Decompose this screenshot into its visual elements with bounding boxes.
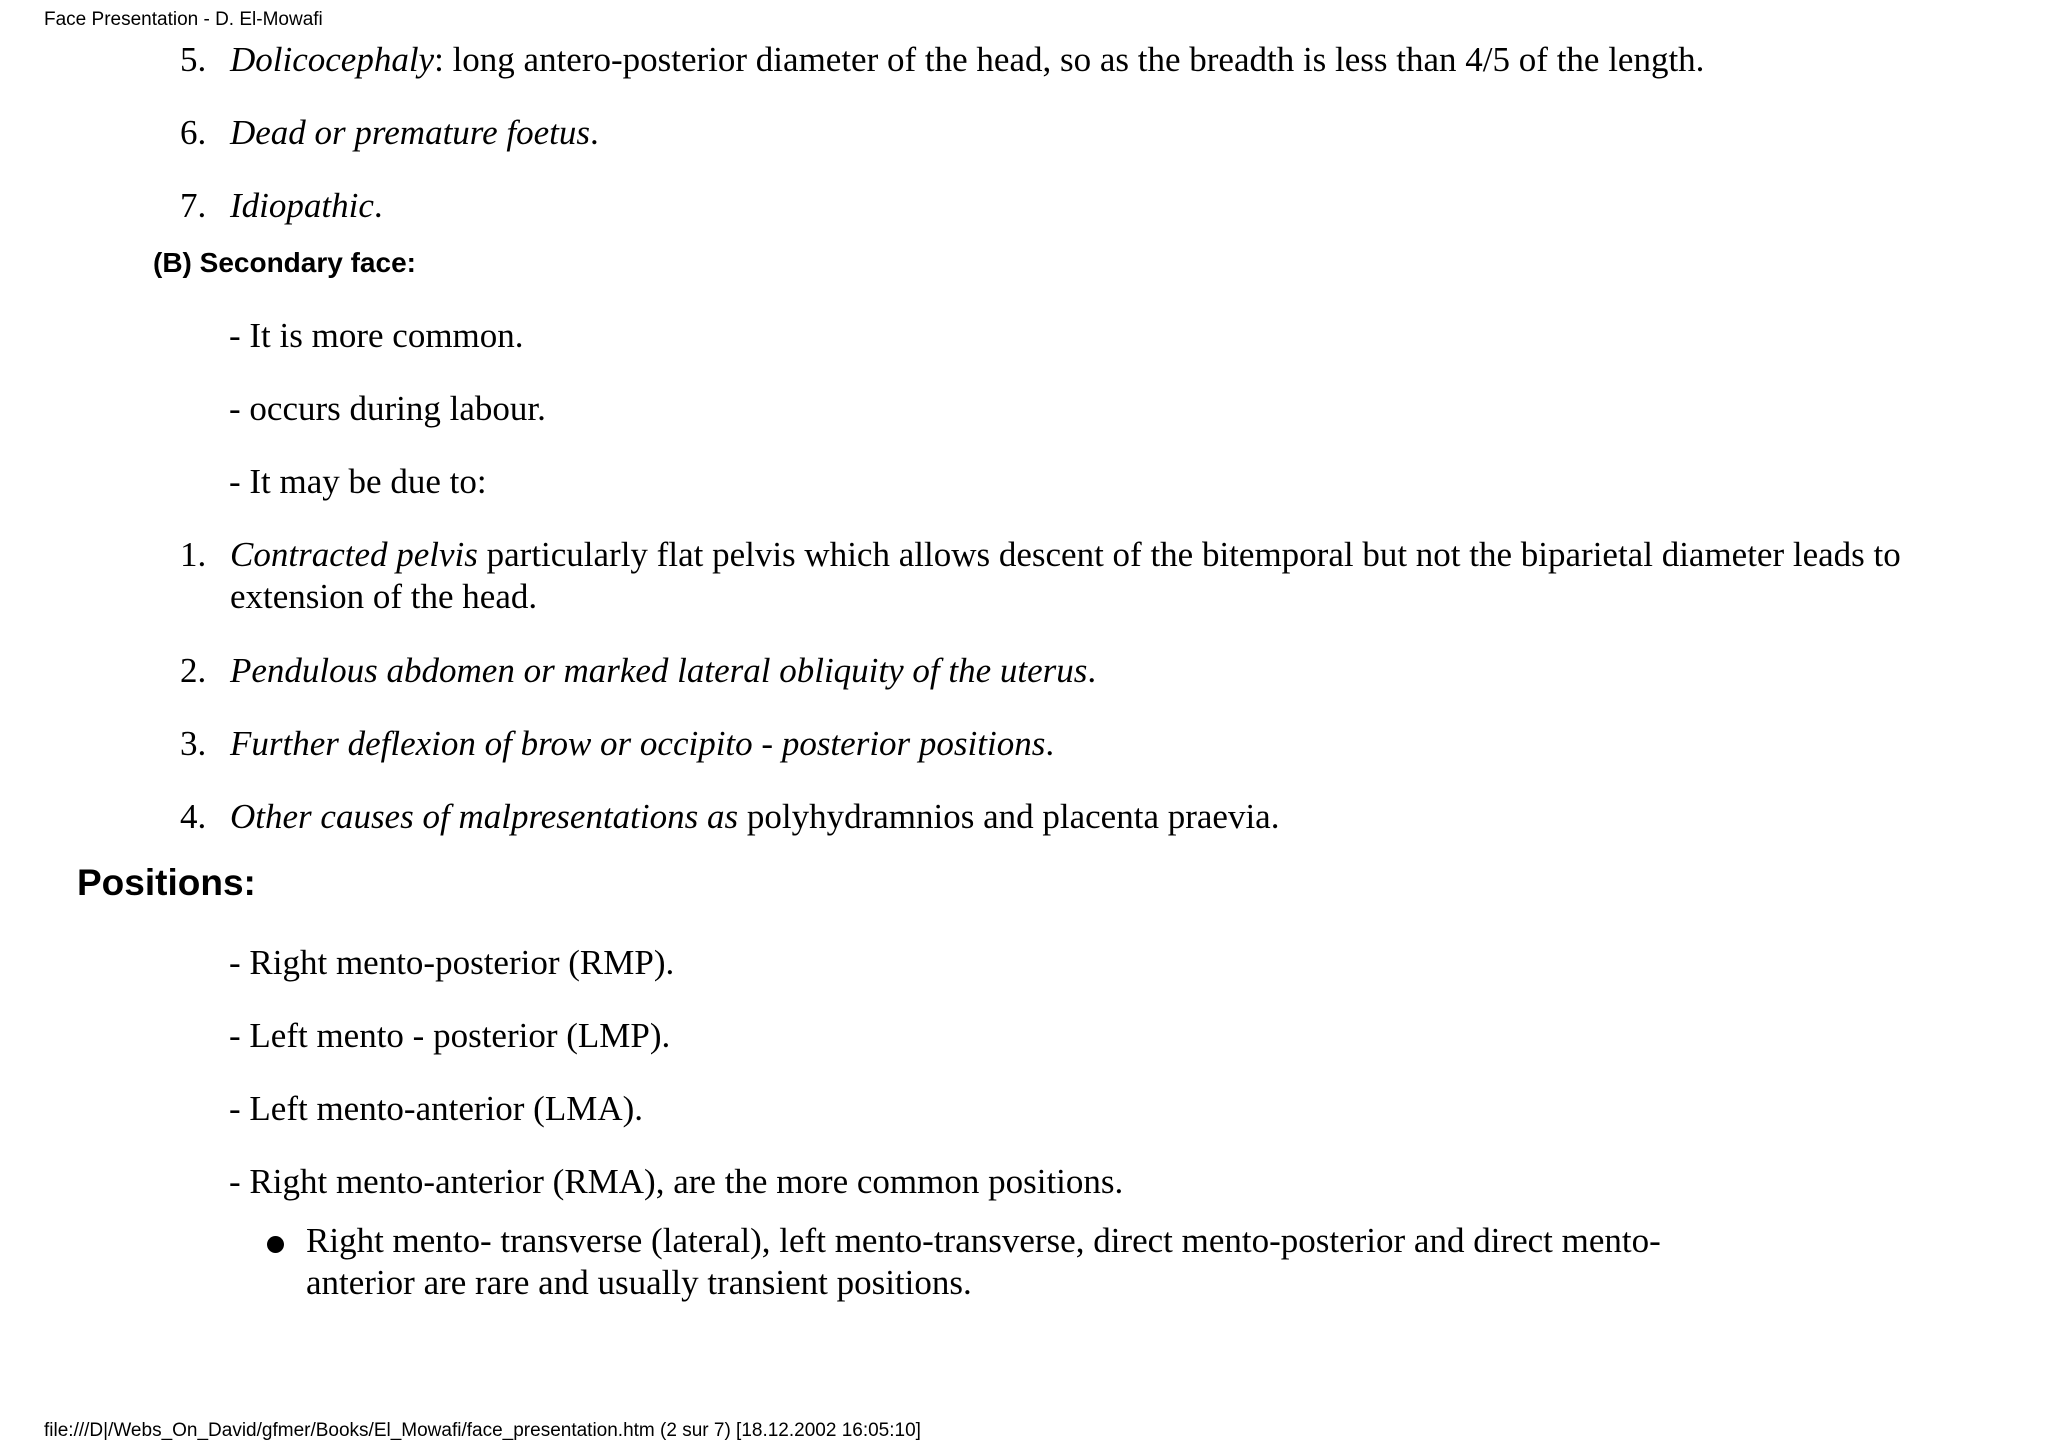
position-line: - Left mento - posterior (LMP). bbox=[229, 1016, 671, 1055]
note-line: - It may be due to: bbox=[229, 462, 487, 501]
list-item-desc: . bbox=[1045, 724, 1055, 763]
positions-heading: Positions: bbox=[77, 862, 256, 903]
position-line: - Right mento-anterior (RMA), are the more common positions. bbox=[229, 1162, 1124, 1201]
list-item bbox=[230, 112, 599, 154]
list-item-desc: : long antero-posterior diameter of the head, so as the breadth is less than 4/5 of the length. bbox=[434, 40, 1705, 79]
list-item bbox=[230, 534, 1950, 618]
list-number: 2. bbox=[180, 651, 207, 690]
list-item-term: Dolicocephaly bbox=[230, 40, 435, 79]
list-item bbox=[230, 185, 383, 227]
list-item-term: Contracted pelvis bbox=[230, 535, 478, 574]
list-item bbox=[230, 723, 1054, 765]
list-item-term: Further deflexion of brow or occipito - posterior positions bbox=[230, 724, 1046, 763]
position-line: - Left mento-anterior (LMA). bbox=[229, 1089, 644, 1128]
list-item bbox=[230, 650, 1096, 692]
list-number: 4. bbox=[180, 797, 207, 836]
list-item-desc: . bbox=[373, 186, 383, 225]
list-item bbox=[230, 39, 1704, 81]
bullet-item: Right mento- transverse (lateral), left mento-transverse, direct mento-posterior and direct mento-anterior are rare and usually transient positions. bbox=[306, 1221, 1661, 1302]
position-line: - Right mento-posterior (RMP). bbox=[229, 943, 675, 982]
list-number: 6. bbox=[180, 113, 207, 152]
list-item-term: Idiopathic bbox=[230, 186, 374, 225]
list-number: 5. bbox=[180, 40, 207, 79]
page-header: Face Presentation - D. El-Mowafi bbox=[44, 9, 323, 30]
list-item-term: Pendulous abdomen or marked lateral obliquity of the uterus bbox=[230, 651, 1088, 690]
list-item-desc: polyhydramnios and placenta praevia. bbox=[738, 797, 1280, 836]
list-item-term: Other causes of malpresentations as bbox=[230, 797, 739, 836]
list-item-desc: . bbox=[590, 113, 599, 152]
note-line: - It is more common. bbox=[229, 316, 524, 355]
page-footer: file:///D|/Webs_On_David/gfmer/Books/El_Mowafi/face_presentation.htm (2 sur 7) [18.12.2002 16:05:10] bbox=[44, 1420, 921, 1441]
secondary-face-heading: (B) Secondary face: bbox=[153, 247, 416, 278]
list-item bbox=[230, 796, 1279, 838]
list-item-term: Dead or premature foetus bbox=[230, 113, 590, 152]
note-line: - occurs during labour. bbox=[229, 389, 546, 428]
list-number: 1. bbox=[180, 535, 207, 574]
bullet-icon bbox=[267, 1236, 284, 1253]
list-number: 3. bbox=[180, 724, 207, 763]
list-number: 7. bbox=[180, 186, 207, 225]
list-item-desc: . bbox=[1087, 651, 1097, 690]
list-item-desc: particularly flat pelvis which allows descent of the bitemporal but not the biparietal diameter leads to extension of the head. bbox=[230, 535, 1901, 616]
